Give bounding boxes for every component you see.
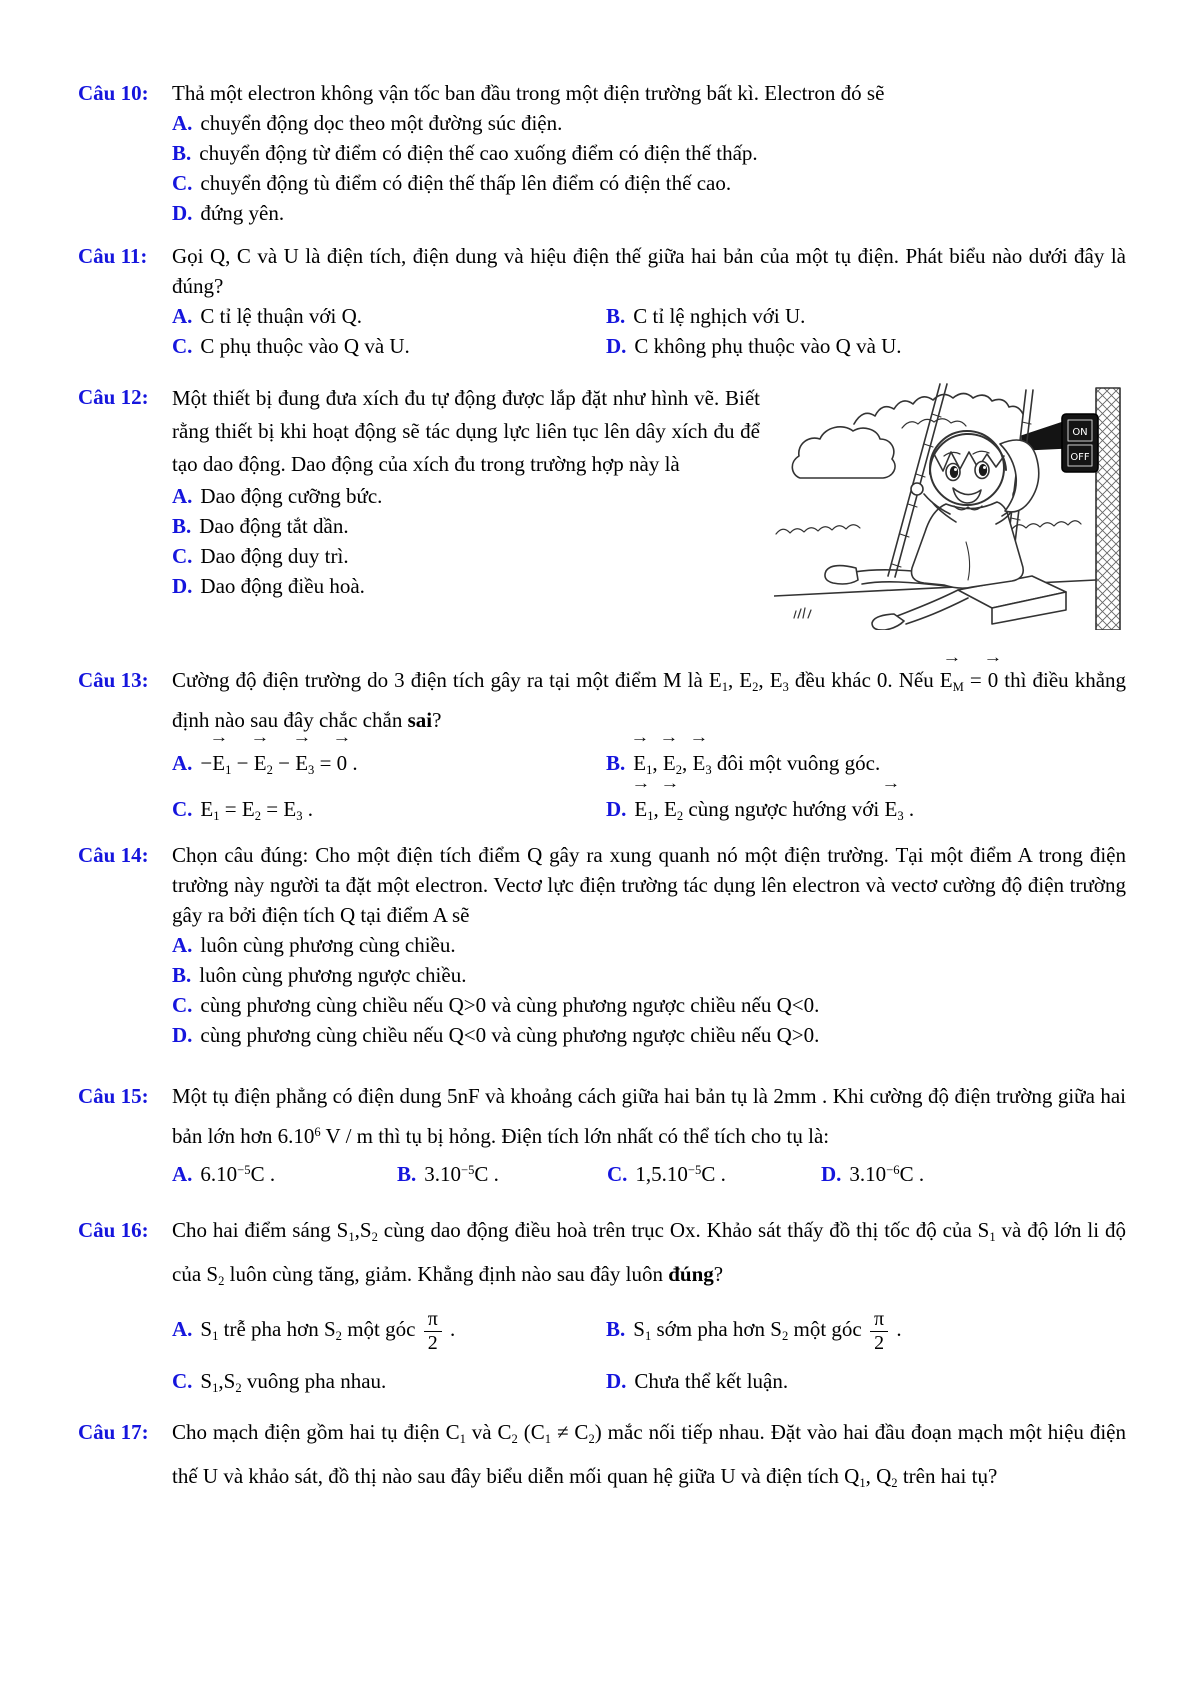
option-letter: A.: [172, 933, 193, 957]
option-text: chuyển động tù điểm có điện thế thấp lên điểm có điện thế cao.: [200, 171, 732, 195]
option-letter: D.: [172, 1023, 193, 1047]
option-text: đứng yên.: [200, 201, 285, 225]
option-text: Dao động cưỡng bức.: [200, 484, 383, 508]
option-letter: C.: [172, 993, 193, 1017]
option-B: [172, 138, 1126, 168]
fence-pole: [1096, 388, 1120, 630]
option-text: $3.10^{-6}C$ .: [849, 1162, 925, 1186]
options-list: [172, 108, 1126, 228]
option-letter: A.: [172, 484, 193, 508]
option-letter: A.: [172, 111, 193, 135]
question-label: Câu 10:: [78, 81, 149, 105]
option-letter: B.: [172, 514, 192, 538]
option-text: C tỉ lệ nghịch với U.: [633, 304, 806, 328]
option-D: [606, 331, 1126, 361]
switch-on-label: ON: [1072, 427, 1088, 438]
option-letter: D.: [821, 1162, 842, 1186]
shoe: [825, 566, 858, 584]
question-14: [78, 840, 1126, 1050]
option-text: $E_1 = E_2 = E_3$ .: [200, 797, 313, 824]
option-text: C không phụ thuộc vào Q và U.: [634, 334, 902, 358]
option-D: [172, 198, 1126, 228]
grass-tuft: [794, 608, 811, 618]
option-letter: B.: [606, 1317, 626, 1341]
question-11: [78, 241, 1126, 361]
question-stem: Cho hai điểm sáng $S_1,S_2$ cùng dao động điều hoà trên trục Ox. Khảo sát thấy đồ thị tốc độ của $S_1$ và độ lớn li độ của $S_2$ luôn cùng tăng, giảm. Khẳng định nào sau đây luôn đúng?: [172, 1218, 1126, 1289]
option-B: [606, 301, 1126, 331]
question-label: Câu 16:: [78, 1218, 149, 1242]
question-label: Câu 14:: [78, 843, 149, 867]
option-letter: D.: [172, 201, 193, 225]
option-D: [821, 1156, 1126, 1192]
ponytail: [1000, 440, 1039, 512]
option-text: Dao động tắt dần.: [199, 514, 349, 538]
option-A: [172, 1156, 397, 1192]
tree-foliage-inner: [902, 419, 966, 428]
question-stem: Một tụ điện phẳng có điện dung 5nF và khoảng cách giữa hai bản tụ là 2mm . Khi cường độ điện trường giữa hai bản lớn hơn 6.10$^6$ V / m thì tụ bị hỏng. Điện tích lớn nhất có thể tích cho tụ là:: [172, 1084, 1126, 1148]
option-text: → $E_1$, → $E_2$ cùng ngược hướng với → $E_3$ .: [634, 797, 914, 821]
option-text: chuyển động từ điểm có điện thế cao xuống điểm có điện thế thấp.: [199, 141, 758, 165]
option-letter: C.: [172, 334, 193, 358]
question-label: Câu 13:: [78, 668, 149, 692]
options-list: [172, 930, 1126, 1050]
question-stem: Thả một electron không vận tốc ban đầu trong một điện trường bất kì. Electron đó sẽ: [172, 81, 885, 105]
question-15: [78, 1076, 1126, 1192]
option-letter: C.: [607, 1162, 628, 1186]
option-B: [606, 1296, 1126, 1362]
option-C: [172, 331, 606, 361]
option-A: [172, 108, 1126, 138]
option-letter: A.: [172, 751, 193, 775]
option-C: [172, 168, 1126, 198]
shoe: [872, 614, 904, 630]
option-C: [172, 990, 1126, 1020]
bush-left: [776, 525, 860, 534]
option-text: luôn cùng phương ngược chiều.: [199, 963, 467, 987]
option-text: luôn cùng phương cùng chiều.: [200, 933, 456, 957]
option-text: Dao động duy trì.: [200, 544, 349, 568]
question-10: [78, 78, 1126, 228]
option-letter: A.: [172, 304, 193, 328]
option-text: → $E_1$, → $E_2$, → $E_3$ đôi một vuông góc.: [633, 751, 880, 775]
option-text: C phụ thuộc vào Q và U.: [200, 334, 410, 358]
question-12: [78, 382, 1126, 634]
option-A: [172, 930, 1126, 960]
option-letter: B.: [397, 1162, 417, 1186]
option-letter: B.: [606, 751, 626, 775]
option-text: Chưa thể kết luận.: [634, 1369, 789, 1393]
question-stem: Một thiết bị đung đưa xích đu tự động được lắp đặt như hình vẽ. Biết rằng thiết bị khi hoạt động sẽ tác dụng lực liên tục lên dây xích đu để tạo dao động. Dao động của xích đu trong trường hợp này là: [172, 386, 760, 476]
option-text: $6.10^{-5}C$ .: [200, 1162, 276, 1186]
option-letter: D.: [606, 797, 627, 821]
question-17: [78, 1410, 1126, 1498]
swing-illustration: [774, 382, 1126, 630]
option-B: [172, 960, 1126, 990]
option-text: $S_1,S_2$ vuông pha nhau.: [200, 1369, 387, 1396]
option-D: [606, 1362, 1126, 1400]
option-text: Dao động điều hoà.: [200, 574, 365, 598]
question-stem: Cho mạch điện gồm hai tụ điện $C_1$ và $C_2$ $(C_1 \ne C_2)$ mắc nối tiếp nhau. Đặt vào hai đầu đoạn mạch một hiệu điện thế U và khảo sát, đồ thị nào sau đây biểu diễn mối quan hệ giữa U và điện tích $Q_1$, $Q_2$ trên hai tụ?: [172, 1420, 1126, 1491]
option-letter: C.: [172, 171, 193, 195]
question-label: Câu 12:: [78, 385, 149, 409]
switch-off-label: OFF: [1070, 452, 1090, 463]
option-text: −→ $E_1$ − → $E_2$ − → $E_3$ = → 0 .: [200, 751, 357, 775]
option-text: C tỉ lệ thuận với Q.: [200, 304, 363, 328]
options-grid: [172, 1156, 1126, 1192]
option-B: [606, 740, 1126, 786]
option-letter: D.: [172, 574, 193, 598]
option-B: [397, 1156, 607, 1192]
option-text: $1,5.10^{-5}C$ .: [635, 1162, 726, 1186]
question-label: Câu 15:: [78, 1084, 149, 1108]
option-letter: A.: [172, 1162, 193, 1186]
option-A: [172, 301, 606, 331]
question-13: [78, 660, 1126, 832]
option-A: [172, 1296, 606, 1362]
option-letter: C.: [172, 544, 193, 568]
hand: [911, 483, 923, 495]
option-A: [172, 740, 606, 786]
option-text: cùng phương cùng chiều nếu Q<0 và cùng phương ngược chiều nếu Q>0.: [200, 1023, 820, 1047]
options-grid: [172, 1296, 1126, 1400]
option-letter: B.: [172, 963, 192, 987]
option-text: chuyển động dọc theo một đường súc điện.: [200, 111, 563, 135]
option-letter: D.: [606, 1369, 627, 1393]
question-label: Câu 11:: [78, 244, 148, 268]
option-C: [172, 786, 606, 832]
swing-figure: [774, 382, 1126, 630]
option-D: [172, 1020, 1126, 1050]
option-C: [172, 1362, 606, 1400]
question-stem: Cường độ điện trường do 3 điện tích gây ra tại một điểm M là $E_1$, $E_2$, $E_3$ đều khác 0. Nếu → $E_M$ = → 0 thì điều khẳng định nào sau đây chắc chắn sai?: [172, 660, 1126, 740]
option-letter: C.: [172, 797, 193, 821]
option-letter: A.: [172, 1317, 193, 1341]
question-16: [78, 1208, 1126, 1400]
option-letter: D.: [606, 334, 627, 358]
question-label: Câu 17:: [78, 1420, 149, 1444]
option-letter: B.: [606, 304, 626, 328]
cloud-shape: [792, 427, 895, 478]
option-text: $S_1$ trễ pha hơn $S_2$ một góc $\frac{\pi}{2}$ .: [200, 1308, 456, 1354]
option-letter: B.: [172, 141, 192, 165]
question-stem: Chọn câu đúng: Cho một điện tích điểm Q gây ra xung quanh nó một điện trường. Tại một điểm A trong điện trường này người ta đặt một electron. Vectơ lực điện trường tác dụng lên electron và vectơ cường độ điện trường gây ra bởi điện tích Q tại điểm A sẽ: [172, 843, 1126, 927]
options-grid: [172, 301, 1126, 361]
option-text: cùng phương cùng chiều nếu Q>0 và cùng phương ngược chiều nếu Q<0.: [200, 993, 820, 1017]
question-stem: Gọi Q, C và U là điện tích, điện dung và hiệu điện thế giữa hai bản của một tụ điện. Phát biểu nào dưới đây là đúng?: [172, 244, 1126, 298]
option-text: $S_1$ sớm pha hơn $S_2$ một góc $\frac{\pi}{2}$ .: [633, 1308, 902, 1354]
option-letter: C.: [172, 1369, 193, 1393]
option-C: [607, 1156, 821, 1192]
options-grid: [172, 740, 1126, 832]
option-D: [606, 786, 1126, 832]
option-text: $3.10^{-5}C$ .: [424, 1162, 499, 1186]
